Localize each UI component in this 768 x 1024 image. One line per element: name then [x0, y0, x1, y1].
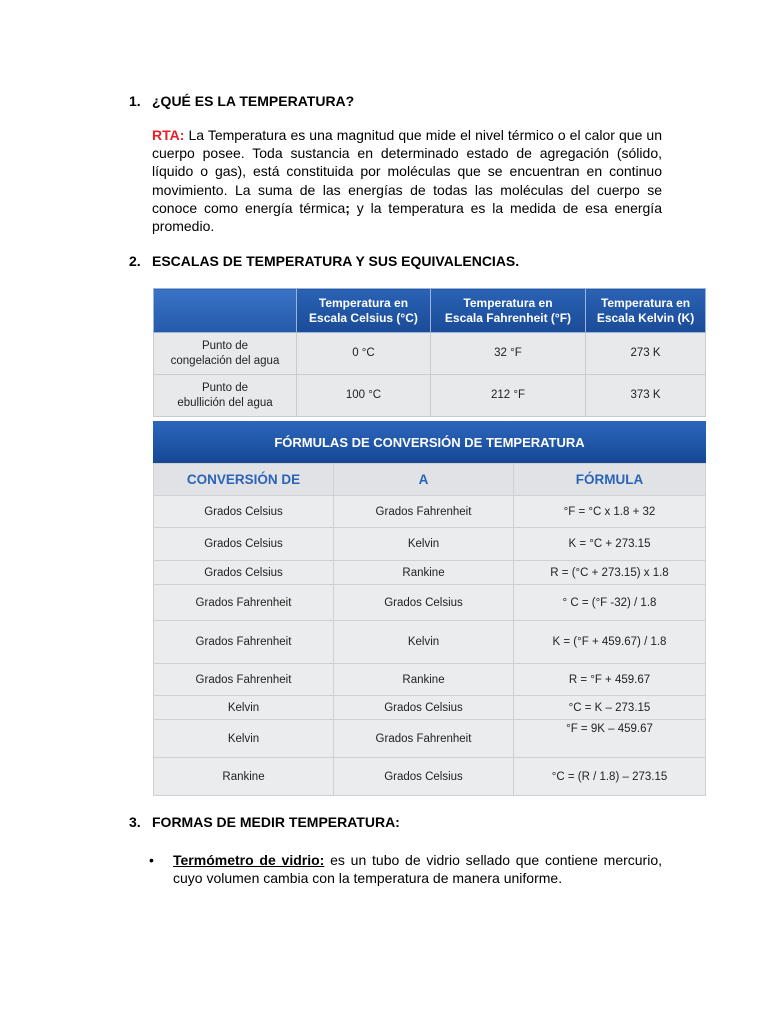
- header-formula: FÓRMULA: [514, 464, 706, 496]
- cell-formula: °F = °C x 1.8 + 32: [514, 496, 706, 528]
- formulas-table: [153, 463, 706, 796]
- table-row: [154, 696, 706, 720]
- header-line: Temperatura en: [318, 295, 409, 310]
- header-line: Escala Celsius (°C): [309, 310, 418, 325]
- section-3-title: FORMAS DE MEDIR TEMPERATURA:: [152, 814, 400, 830]
- table-row: [154, 585, 706, 621]
- list-item: [149, 851, 662, 887]
- header-line: Temperatura en: [600, 295, 691, 310]
- scales-table: [153, 288, 706, 417]
- cell-to: Kelvin: [334, 621, 514, 664]
- scales-header-celsius: [297, 289, 431, 333]
- row-label: [154, 333, 297, 375]
- table-cell: 100 °C: [297, 375, 431, 417]
- bullet-body: [173, 851, 662, 887]
- cell-to: Grados Celsius: [334, 696, 514, 720]
- cell-formula: R = (°C + 273.15) x 1.8: [514, 561, 706, 585]
- formulas-header-row: [154, 464, 706, 496]
- cell-formula: ° C = (°F -32) / 1.8: [514, 585, 706, 621]
- table-row: [154, 528, 706, 561]
- row-label-line: Punto de: [201, 339, 249, 352]
- table-cell: 373 K: [586, 375, 706, 417]
- scales-row-freezing: [154, 333, 706, 375]
- row-label-line: Punto de: [201, 381, 249, 394]
- cell-formula: K = (°F + 459.67) / 1.8: [514, 621, 706, 664]
- scales-header-kelvin: [586, 289, 706, 333]
- cell-from: Grados Celsius: [154, 496, 334, 528]
- bullet-text: es un tubo de vidrio sellado que contiene mercurio, cuyo volumen cambia con la temperatura de manera uniforme.: [173, 852, 662, 886]
- scales-row-boiling: [154, 375, 706, 417]
- answer-label: RTA:: [152, 127, 185, 143]
- section-2-title: ESCALAS DE TEMPERATURA Y SUS EQUIVALENCIAS.: [152, 253, 520, 269]
- cell-from: Grados Fahrenheit: [154, 621, 334, 664]
- section-3-heading: [129, 814, 400, 830]
- answer-semicolon: ;: [345, 199, 350, 216]
- table-row: [154, 720, 706, 758]
- section-2-heading: [129, 253, 519, 269]
- answer-text-2: y la temperatura es la medida de esa energía promedio.: [152, 199, 662, 235]
- cell-to: Rankine: [334, 664, 514, 696]
- table-row: [154, 621, 706, 664]
- section-1-heading: [129, 93, 354, 109]
- cell-formula: K = °C + 273.15: [514, 528, 706, 561]
- table-cell: 273 K: [586, 333, 706, 375]
- bullet-term: Termómetro de vidrio:: [173, 852, 325, 868]
- cell-to: Grados Celsius: [334, 585, 514, 621]
- header-line: Escala Kelvin (K): [596, 310, 695, 325]
- cell-formula: °C = (R / 1.8) – 273.15: [514, 758, 706, 796]
- table-row: [154, 664, 706, 696]
- answer-text-1: La Temperatura es una magnitud que mide el nivel térmico o el calor que un cuerpo posee. Toda sustancia en determinado estado de agregación (sólido, líquido o gas), está constituida por moléculas que se encuentran en continuo movimiento. La suma de las energías de todas las moléculas del cuerpo se conoce como energía térmica: [152, 127, 662, 216]
- cell-to: Kelvin: [334, 528, 514, 561]
- cell-formula: °C = K – 273.15: [514, 696, 706, 720]
- cell-from: Grados Fahrenheit: [154, 585, 334, 621]
- scales-header-fahrenheit: [430, 289, 585, 333]
- table-cell: 32 °F: [430, 333, 585, 375]
- formulas-banner: FÓRMULAS DE CONVERSIÓN DE TEMPERATURA: [153, 421, 706, 463]
- cell-from: Grados Celsius: [154, 528, 334, 561]
- section-1-answer: [152, 126, 662, 235]
- header-from: CONVERSIÓN DE: [154, 464, 334, 496]
- header-line: Temperatura en: [463, 295, 553, 310]
- scales-header-blank: [154, 289, 297, 333]
- cell-from: Kelvin: [154, 696, 334, 720]
- section-3-number: 3.: [129, 814, 141, 830]
- bullet-icon: •: [149, 852, 154, 868]
- table-cell: 0 °C: [297, 333, 431, 375]
- section-1-number: 1.: [129, 93, 141, 109]
- cell-to: Rankine: [334, 561, 514, 585]
- row-label-line: congelación del agua: [170, 354, 280, 367]
- cell-formula: °F = 9K – 459.67: [514, 720, 706, 758]
- table-row: [154, 496, 706, 528]
- row-label-line: ebullición del agua: [177, 396, 273, 409]
- header-line: Escala Fahrenheit (°F): [444, 310, 572, 325]
- cell-from: Rankine: [154, 758, 334, 796]
- cell-to: Grados Celsius: [334, 758, 514, 796]
- scales-header-row: [154, 289, 706, 333]
- section-1-title: ¿QUÉ ES LA TEMPERATURA?: [152, 93, 355, 109]
- cell-from: Grados Celsius: [154, 561, 334, 585]
- table-row: [154, 561, 706, 585]
- table-cell: 212 °F: [430, 375, 585, 417]
- cell-formula: R = °F + 459.67: [514, 664, 706, 696]
- row-label: [154, 375, 297, 417]
- cell-to: Grados Fahrenheit: [334, 720, 514, 758]
- cell-from: Grados Fahrenheit: [154, 664, 334, 696]
- cell-to: Grados Fahrenheit: [334, 496, 514, 528]
- section-2-number: 2.: [129, 253, 141, 269]
- cell-from: Kelvin: [154, 720, 334, 758]
- table-row: [154, 758, 706, 796]
- header-to: A: [334, 464, 514, 496]
